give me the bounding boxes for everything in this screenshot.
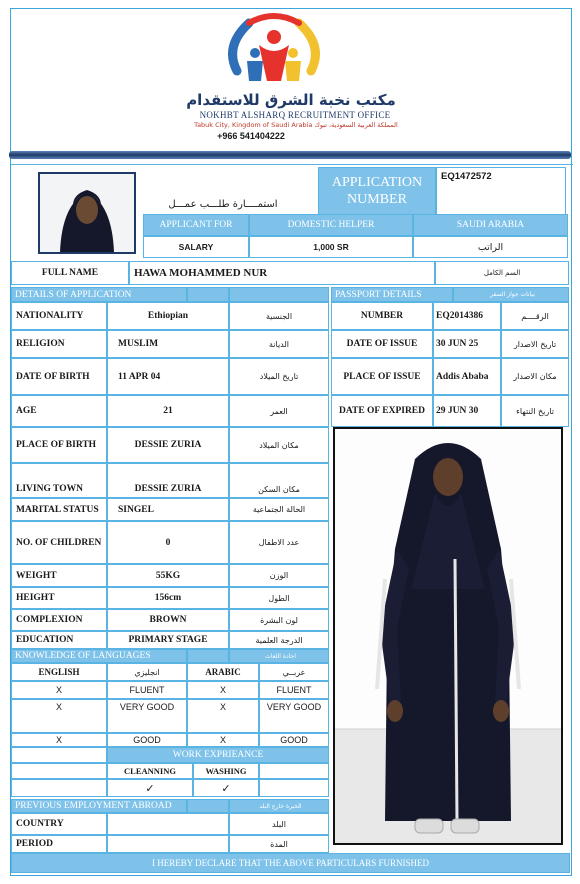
period-value: [107, 835, 229, 853]
company-name-ar: مكتب نخبة الشرق للاستقدام: [186, 91, 396, 109]
previous-header-spacer: [187, 799, 229, 813]
english-mark: X: [11, 733, 107, 747]
details-header-spacer-2: [229, 287, 329, 302]
cleaning-label: CLEANNING: [107, 763, 193, 779]
arabic-level: FLUENT: [259, 681, 329, 699]
work-blank-3: [11, 779, 107, 797]
applicant-portrait-photo: [38, 172, 136, 254]
application-number-value: EQ1472572: [436, 167, 566, 215]
previous-employment-header: PREVIOUS EMPLOYMENT ABROAD: [11, 799, 187, 813]
passport-label: NUMBER: [331, 302, 433, 330]
salary-label-ar: الراتب: [413, 236, 568, 258]
detail-value: PRIMARY STAGE: [107, 631, 229, 649]
header-divider: [11, 164, 573, 165]
company-phone: +966 541404222: [217, 131, 285, 141]
english-label-ar: انجليزي: [107, 663, 187, 681]
arabic-mark: X: [187, 733, 259, 747]
period-label-ar: المدة: [229, 835, 329, 853]
detail-value: 0: [107, 521, 229, 564]
details-section-header: DETAILS OF APPLICATION: [11, 287, 187, 302]
passport-section-header-ar: بيانات جواز السفر: [453, 287, 569, 302]
passport-value: Addis Ababa: [433, 358, 501, 395]
passport-value: 29 JUN 30: [433, 395, 501, 427]
passport-label-ar: تاريخ النتهاء: [501, 395, 569, 427]
detail-label: MARITAL STATUS: [11, 498, 107, 521]
english-level: GOOD: [107, 733, 187, 747]
application-form: [10, 8, 572, 876]
applicant-for-value: DOMESTIC HELPER: [249, 214, 413, 236]
passport-label-ar: الرقــــم: [501, 302, 569, 330]
english-mark: X: [11, 681, 107, 699]
company-name: NOKHBT ALSHARQ RECRUITMENT OFFICE: [199, 110, 391, 120]
applicant-country: SAUDI ARABIA: [413, 214, 568, 236]
english-level: FLUENT: [107, 681, 187, 699]
languages-header-ar: اجادة اللغات: [229, 649, 329, 663]
work-blank-4: [259, 779, 329, 797]
arabic-label-ar: عربــي: [259, 663, 329, 681]
detail-label: EDUCATION: [11, 631, 107, 649]
work-blank-1: [11, 763, 107, 779]
work-experience-header: WORK EXPRIEANCE: [107, 747, 329, 763]
detail-label-ar: عدد الاطفال: [229, 521, 329, 564]
country-value: [107, 813, 229, 835]
work-blank-2: [259, 763, 329, 779]
english-label: ENGLISH: [11, 663, 107, 681]
cleaning-check-icon: ✓: [107, 779, 193, 797]
salary-label: SALARY: [143, 236, 249, 258]
detail-label: RELIGION: [11, 330, 107, 358]
washing-label: WASHING: [193, 763, 259, 779]
arabic-mark: X: [187, 699, 259, 733]
detail-value: SINGEL: [107, 498, 229, 521]
details-header-spacer-1: [187, 287, 229, 302]
passport-label: DATE OF EXPIRED: [331, 395, 433, 427]
applicant-for-label: APPLICANT FOR: [143, 214, 249, 236]
detail-label: WEIGHT: [11, 564, 107, 587]
english-mark: X: [11, 699, 107, 733]
detail-label: LIVING TOWN: [11, 463, 107, 498]
passport-label-ar: مكان الاصدار: [501, 358, 569, 395]
languages-header-spacer: [187, 649, 229, 663]
full-name-label-ar: السم الكامل: [435, 261, 569, 285]
detail-label: AGE: [11, 395, 107, 427]
previous-employment-header-ar: الخبرة خارج البلد: [229, 799, 329, 813]
detail-value: MUSLIM: [107, 330, 229, 358]
passport-label: DATE OF ISSUE: [331, 330, 433, 358]
declaration-footer: I HEREBY DECLARE THAT THE ABOVE PARTICULARS FURNISHED: [11, 853, 570, 873]
languages-header: KNOWLEDGE OF LANGUAGES: [11, 649, 187, 663]
passport-section-header: PASSPORT DETAILS: [331, 287, 453, 302]
form-title-ar: استمــــارة طلـــب عمـــل: [168, 199, 278, 210]
detail-label-ar: الحالة الجتماعية: [229, 498, 329, 521]
salary-value: 1,000 SR: [249, 236, 413, 258]
detail-label-ar: الديانة: [229, 330, 329, 358]
passport-value: EQ2014386: [433, 302, 501, 330]
application-number-label: APPLICATION NUMBER: [318, 167, 436, 215]
detail-label: PLACE OF BIRTH: [11, 427, 107, 463]
passport-label-ar: تاريخ الاصدار: [501, 330, 569, 358]
washing-check-icon: ✓: [193, 779, 259, 797]
detail-label: HEIGHT: [11, 587, 107, 609]
arabic-level: VERY GOOD: [259, 699, 329, 733]
detail-label-ar: لون البشرة: [229, 609, 329, 631]
passport-label: PLACE OF ISSUE: [331, 358, 433, 395]
detail-label-ar: الجنسية: [229, 302, 329, 330]
detail-value: 21: [107, 395, 229, 427]
detail-value: Ethiopian: [107, 302, 229, 330]
passport-value: 30 JUN 25: [433, 330, 501, 358]
detail-label-ar: الوزن: [229, 564, 329, 587]
detail-label: DATE OF BIRTH: [11, 358, 107, 395]
detail-label-ar: مكان الميلاد: [229, 427, 329, 463]
full-name-value: HAWA MOHAMMED NUR: [129, 261, 435, 285]
detail-label: NATIONALITY: [11, 302, 107, 330]
detail-label: NO. OF CHILDREN: [11, 521, 107, 564]
detail-label-ar: الطول: [229, 587, 329, 609]
detail-value: DESSIE ZURIA: [107, 427, 229, 463]
english-level: VERY GOOD: [107, 699, 187, 733]
detail-value: BROWN: [107, 609, 229, 631]
company-logo: [219, 11, 329, 99]
work-header-spacer: [11, 747, 107, 763]
detail-label-ar: العمر: [229, 395, 329, 427]
detail-value: DESSIE ZURIA: [107, 463, 229, 498]
country-label: COUNTRY: [11, 813, 107, 835]
detail-label-ar: الدرجة العلمية: [229, 631, 329, 649]
detail-value: 156cm: [107, 587, 229, 609]
period-label: PERIOD: [11, 835, 107, 853]
arabic-label: ARABIC: [187, 663, 259, 681]
header-bar: [9, 151, 571, 159]
detail-label-ar: تاريخ الميلاد: [229, 358, 329, 395]
detail-label: COMPLEXION: [11, 609, 107, 631]
country-label-ar: البلد: [229, 813, 329, 835]
detail-label-ar: مكان السكن: [229, 463, 329, 498]
detail-value: 11 APR 04: [107, 358, 229, 395]
detail-value: 55KG: [107, 564, 229, 587]
arabic-mark: X: [187, 681, 259, 699]
company-location: Tabuk City, Kingdom of Saudi Arabia المملكة العربية السعودية، تبوك: [194, 121, 398, 129]
arabic-level: GOOD: [259, 733, 329, 747]
applicant-full-body-photo: [333, 427, 563, 845]
full-name-label: FULL NAME: [11, 261, 129, 285]
